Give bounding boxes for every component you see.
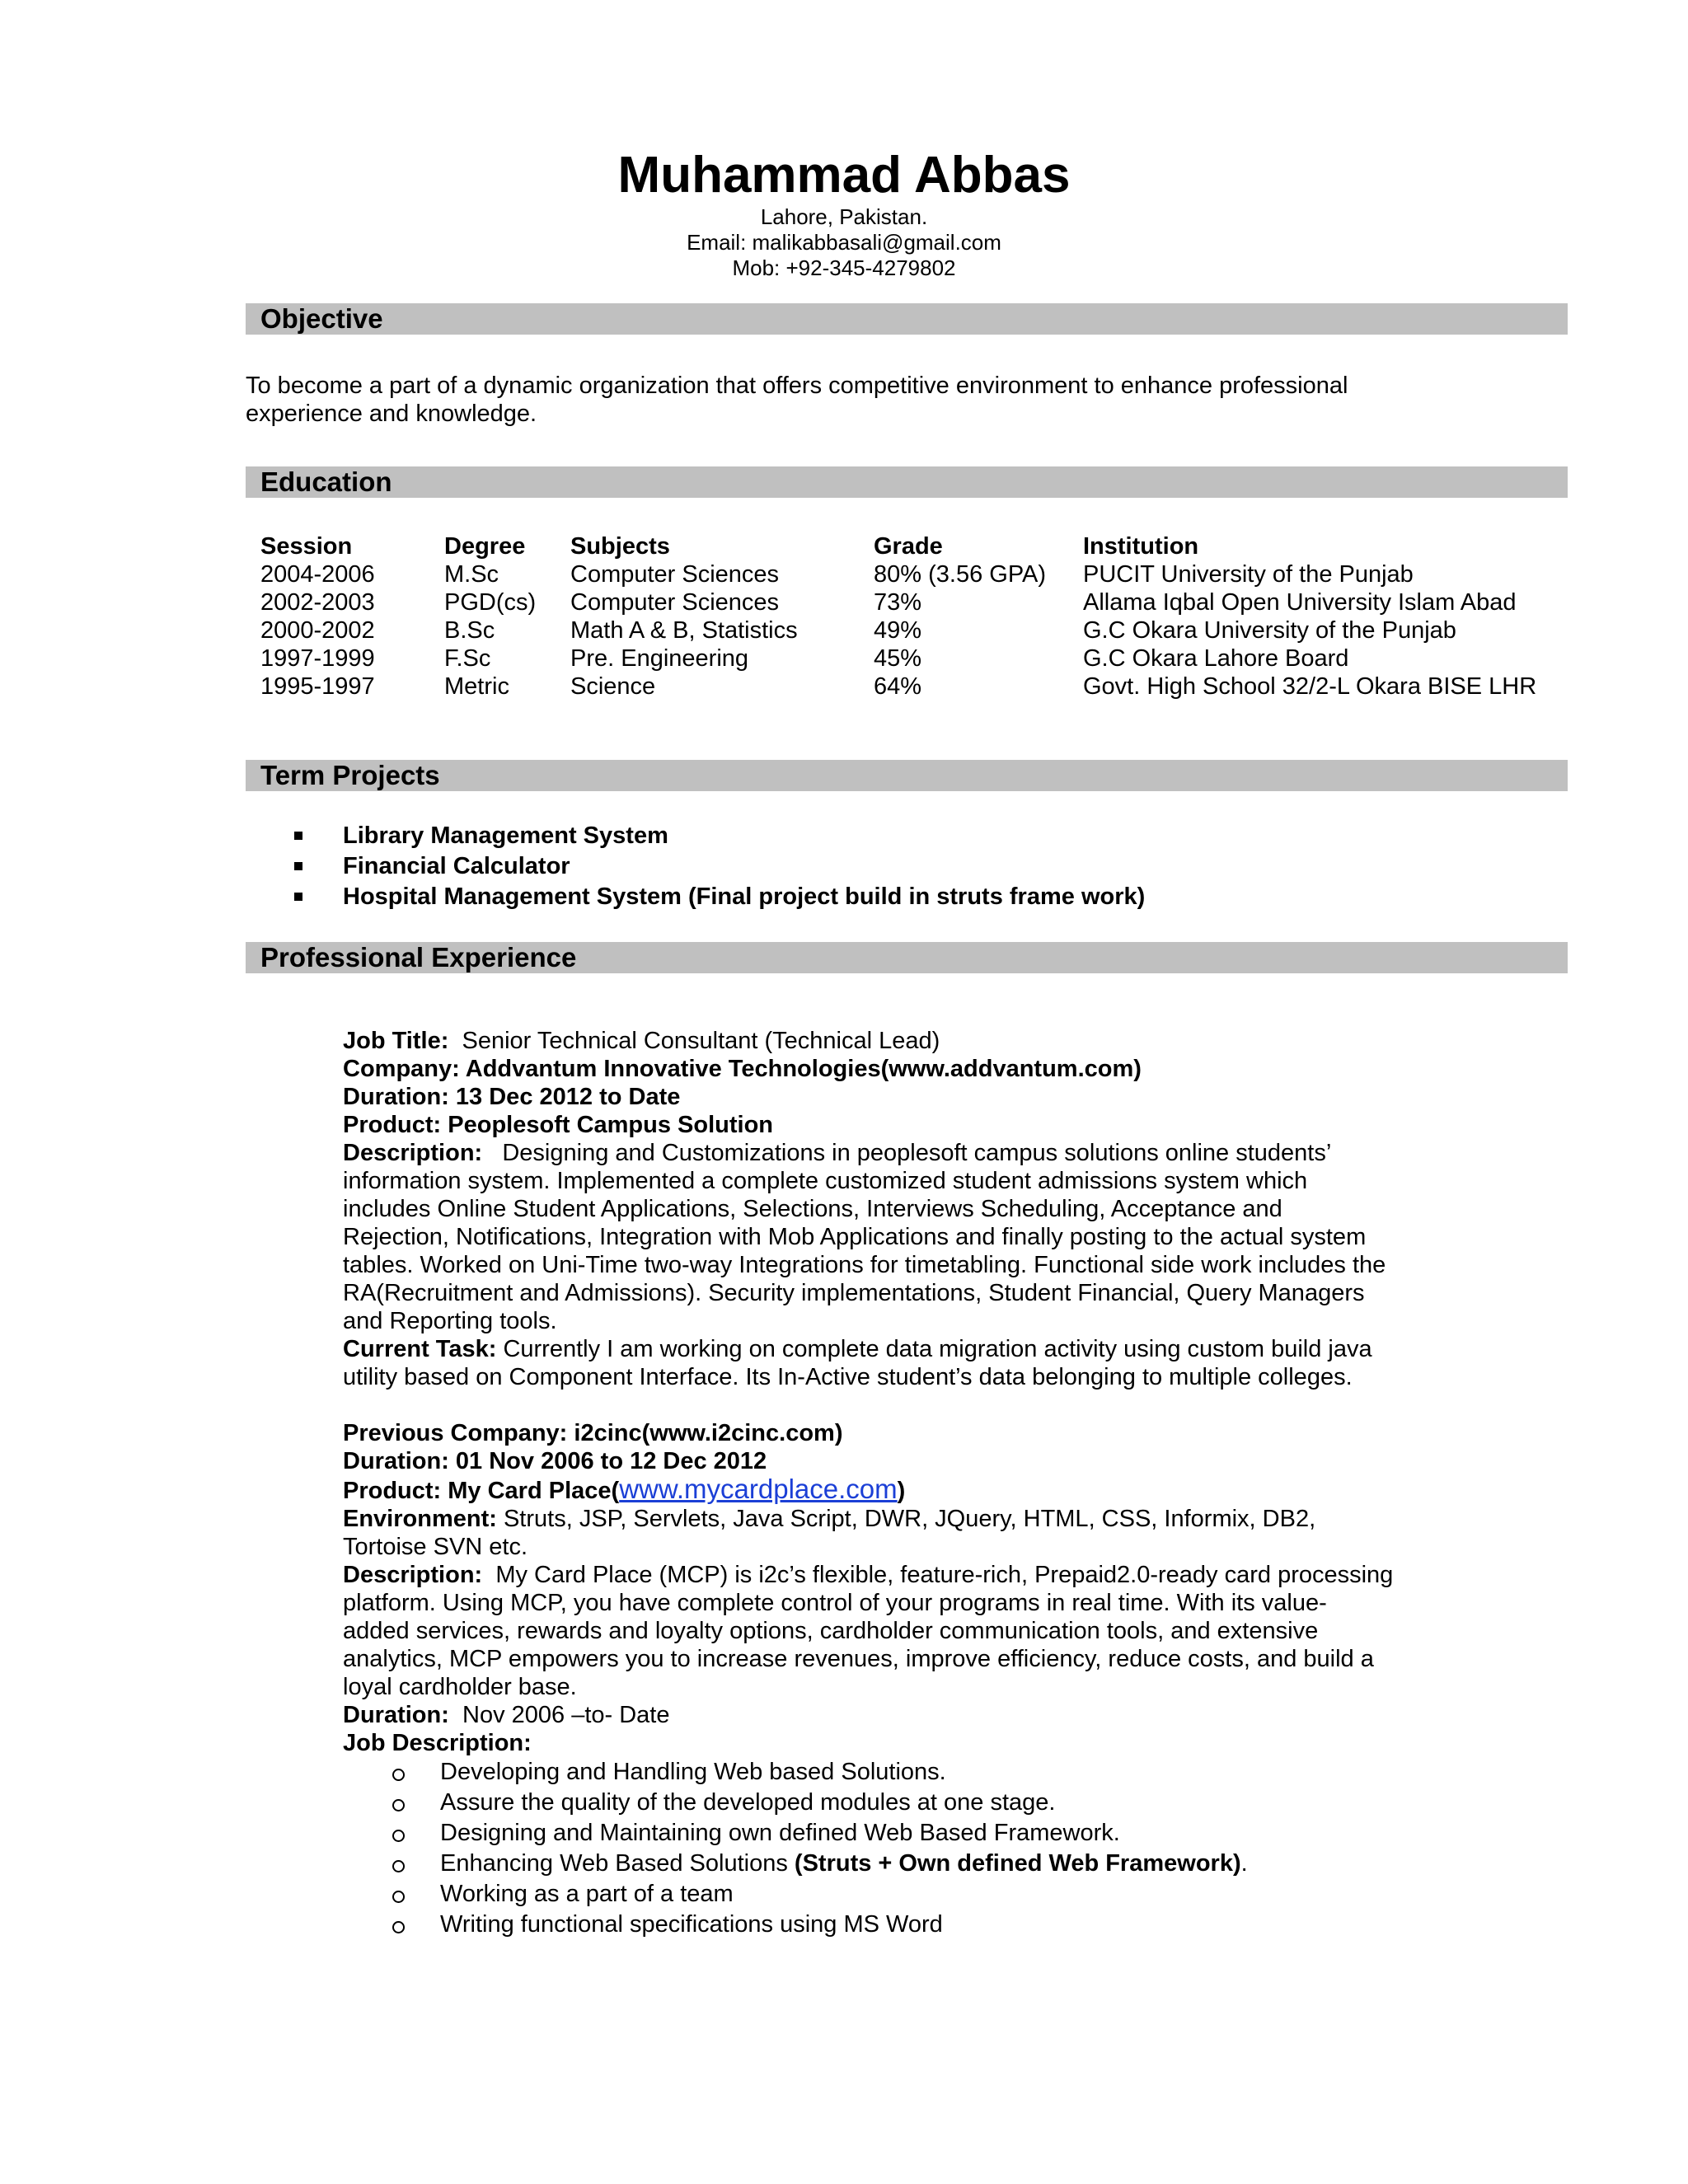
duration-line <box>343 1083 1447 1111</box>
environment-text: Tortoise SVN etc. <box>343 1534 528 1560</box>
experience-content <box>343 1027 1447 1940</box>
circle-bullet-icon <box>392 1891 405 1903</box>
table-cell: 2002-2003 <box>260 589 375 616</box>
column-header: Subjects <box>570 533 670 560</box>
duration-line <box>343 1701 1447 1729</box>
job-description-label <box>343 1729 1447 1757</box>
project-name: Library Management System <box>343 823 668 849</box>
education-table <box>246 532 1536 701</box>
table-cell: Allama Iqbal Open University Islam Abad <box>1083 589 1517 616</box>
list-item <box>0 851 1145 882</box>
label: Current Task: <box>343 1336 497 1362</box>
label: Description: <box>343 1562 483 1588</box>
list-item <box>343 1757 1447 1788</box>
label: Environment: <box>343 1506 497 1532</box>
list-item <box>343 1788 1447 1818</box>
duration-line <box>343 1447 1447 1475</box>
section-title: Education <box>260 466 392 497</box>
environment-line <box>343 1505 1447 1533</box>
duty-text: Assure the quality of the developed modules at one stage. <box>440 1789 1056 1816</box>
column-header: Grade <box>874 533 943 560</box>
table-cell: Computer Sciences <box>570 561 780 588</box>
square-bullet-icon <box>294 832 302 840</box>
table-cell: 73% <box>874 589 922 616</box>
column-header: Institution <box>1083 533 1199 560</box>
square-bullet-icon <box>294 893 302 901</box>
job-title-line <box>343 1027 1447 1055</box>
table-cell: PGD(cs) <box>444 589 537 616</box>
table-cell: M.Sc <box>444 561 499 588</box>
label: ) <box>897 1478 906 1504</box>
company-line <box>343 1055 1447 1083</box>
duty-text: Writing functional specifications using MS Word <box>440 1911 943 1938</box>
description-text: information system. Implemented a complete customized student admissions system which <box>343 1168 1308 1194</box>
duty-text: Working as a part of a team <box>440 1881 734 1907</box>
table-header-row <box>246 532 1536 560</box>
label: Product: My Card Place( <box>343 1478 620 1504</box>
circle-bullet-icon <box>392 1799 405 1811</box>
project-name: Financial Calculator <box>343 853 570 879</box>
company: Previous Company: i2cinc(www.i2cinc.com) <box>343 1420 843 1446</box>
description-line <box>343 1561 1447 1589</box>
circle-bullet-icon <box>392 1769 405 1781</box>
duration: Duration: 01 Nov 2006 to 12 Dec 2012 <box>343 1448 767 1474</box>
project-name: Hospital Management System (Final project build in struts frame work) <box>343 883 1146 910</box>
table-cell: G.C Okara University of the Punjab <box>1083 617 1456 644</box>
duty-text: Developing and Handling Web based Solutions. <box>440 1759 946 1785</box>
table-row <box>246 560 1536 588</box>
duty-text: Designing and Maintaining own defined Web Based Framework. <box>440 1820 1120 1846</box>
table-cell: Govt. High School 32/2-L Okara BISE LHR <box>1083 673 1537 700</box>
objective-line: To become a part of a dynamic organization that offers competitive environment to enhance professional <box>246 373 1348 399</box>
table-cell: 45% <box>874 645 922 672</box>
list-item <box>343 1910 1447 1940</box>
product: Product: Peoplesoft Campus Solution <box>343 1112 774 1138</box>
task-text: Currently I am working on complete data migration activity using custom build java <box>503 1336 1372 1362</box>
list-item <box>343 1849 1447 1879</box>
list-item <box>0 882 1145 912</box>
description-text: platform. Using MCP, you have complete control of your programs in real time. With its value- <box>343 1590 1327 1616</box>
description-text: RA(Recruitment and Admissions). Security implementations, Student Financial, Query Managers <box>343 1280 1365 1306</box>
product-line <box>343 1111 1447 1139</box>
table-row <box>246 644 1536 673</box>
table-cell: 80% (3.56 GPA) <box>874 561 1047 588</box>
description-text: analytics, MCP empowers you to increase revenues, improve efficiency, reduce costs, and build a <box>343 1646 1374 1672</box>
resume-header <box>0 147 1688 281</box>
table-cell: 49% <box>874 617 922 644</box>
product-line <box>343 1475 1447 1505</box>
location: Lahore, Pakistan. <box>760 204 928 229</box>
description-text: My Card Place (MCP) is i2c’s flexible, feature-rich, Prepaid2.0-ready card processing <box>495 1562 1394 1588</box>
product-link[interactable]: www.mycardplace.com <box>619 1474 898 1504</box>
table-row <box>246 673 1536 701</box>
mobile: Mob: +92-345-4279802 <box>732 255 956 280</box>
description-text: loyal cardholder base. <box>343 1674 577 1700</box>
table-cell: B.Sc <box>444 617 495 644</box>
environment-text: Struts, JSP, Servlets, Java Script, DWR, JQuery, HTML, CSS, Informix, DB2, <box>503 1506 1316 1532</box>
email: Email: malikabbasali@gmail.com <box>687 230 1001 255</box>
table-cell: Metric <box>444 673 509 700</box>
table-cell: 1995-1997 <box>260 673 375 700</box>
duty-text: Enhancing Web Based Solutions <box>440 1850 795 1877</box>
list-item <box>343 1818 1447 1849</box>
current-task-line <box>343 1335 1447 1363</box>
description-line <box>343 1139 1447 1167</box>
list-item <box>343 1879 1447 1910</box>
column-header: Degree <box>444 533 526 560</box>
task-text: utility based on Component Interface. Its In-Active student’s data belonging to multiple colleges. <box>343 1364 1353 1390</box>
table-cell: PUCIT University of the Punjab <box>1083 561 1414 588</box>
duty-emphasis: (Struts + Own defined Web Framework) <box>794 1850 1241 1877</box>
section-title: Term Projects <box>260 760 440 790</box>
table-cell: F.Sc <box>444 645 491 672</box>
description-text: and Reporting tools. <box>343 1308 557 1334</box>
table-cell: 64% <box>874 673 922 700</box>
description-text: includes Online Student Applications, Selections, Interviews Scheduling, Acceptance and <box>343 1196 1282 1222</box>
table-cell: Computer Sciences <box>570 589 780 616</box>
description-text: added services, rewards and loyalty options, cardholder communication tools, and extensive <box>343 1618 1319 1644</box>
table-row <box>246 616 1536 644</box>
table-cell: Pre. Engineering <box>570 645 749 672</box>
description-text: Rejection, Notifications, Integration with Mob Applications and finally posting to the actual system <box>343 1224 1367 1250</box>
section-header-experience <box>246 942 1568 973</box>
column-header: Session <box>260 533 353 560</box>
section-header-education <box>246 466 1568 498</box>
candidate-name: Muhammad Abbas <box>617 147 1071 204</box>
section-header-term-projects <box>246 760 1568 791</box>
description-text: Designing and Customizations in peoplesoft campus solutions online students’ <box>502 1140 1332 1166</box>
table-cell: 2000-2002 <box>260 617 375 644</box>
table-row <box>246 588 1536 616</box>
table-cell: Science <box>570 673 656 700</box>
table-cell: G.C Okara Lahore Board <box>1083 645 1349 672</box>
list-item <box>0 821 1145 851</box>
section-title: Professional Experience <box>260 942 577 972</box>
duration: Duration: 13 Dec 2012 to Date <box>343 1084 681 1110</box>
job-description-list <box>343 1757 1447 1940</box>
previous-company-line <box>343 1419 1447 1447</box>
table-cell: 2004-2006 <box>260 561 375 588</box>
label: Duration: <box>343 1702 449 1728</box>
circle-bullet-icon <box>392 1860 405 1872</box>
description-text: tables. Worked on Uni-Time two-way Integrations for timetabling. Functional side work includes the <box>343 1252 1386 1278</box>
objective-line: experience and knowledge. <box>246 401 537 427</box>
table-cell: Math A & B, Statistics <box>570 617 798 644</box>
label: Job Description: <box>343 1730 532 1756</box>
spacer <box>343 1391 1447 1419</box>
objective-text <box>246 372 1348 428</box>
section-header-objective <box>246 303 1568 335</box>
job-title: Senior Technical Consultant (Technical Lead) <box>462 1028 940 1054</box>
duration: Nov 2006 –to- Date <box>462 1702 670 1728</box>
label: Job Title: <box>343 1028 449 1054</box>
table-cell: 1997-1999 <box>260 645 375 672</box>
label: Description: <box>343 1140 483 1166</box>
circle-bullet-icon <box>392 1830 405 1842</box>
duty-text: . <box>1240 1850 1248 1877</box>
square-bullet-icon <box>294 862 302 870</box>
circle-bullet-icon <box>392 1921 405 1933</box>
section-title: Objective <box>260 303 383 334</box>
projects-list <box>0 821 1145 912</box>
company: Company: Addvantum Innovative Technologies(www.addvantum.com) <box>343 1056 1142 1082</box>
